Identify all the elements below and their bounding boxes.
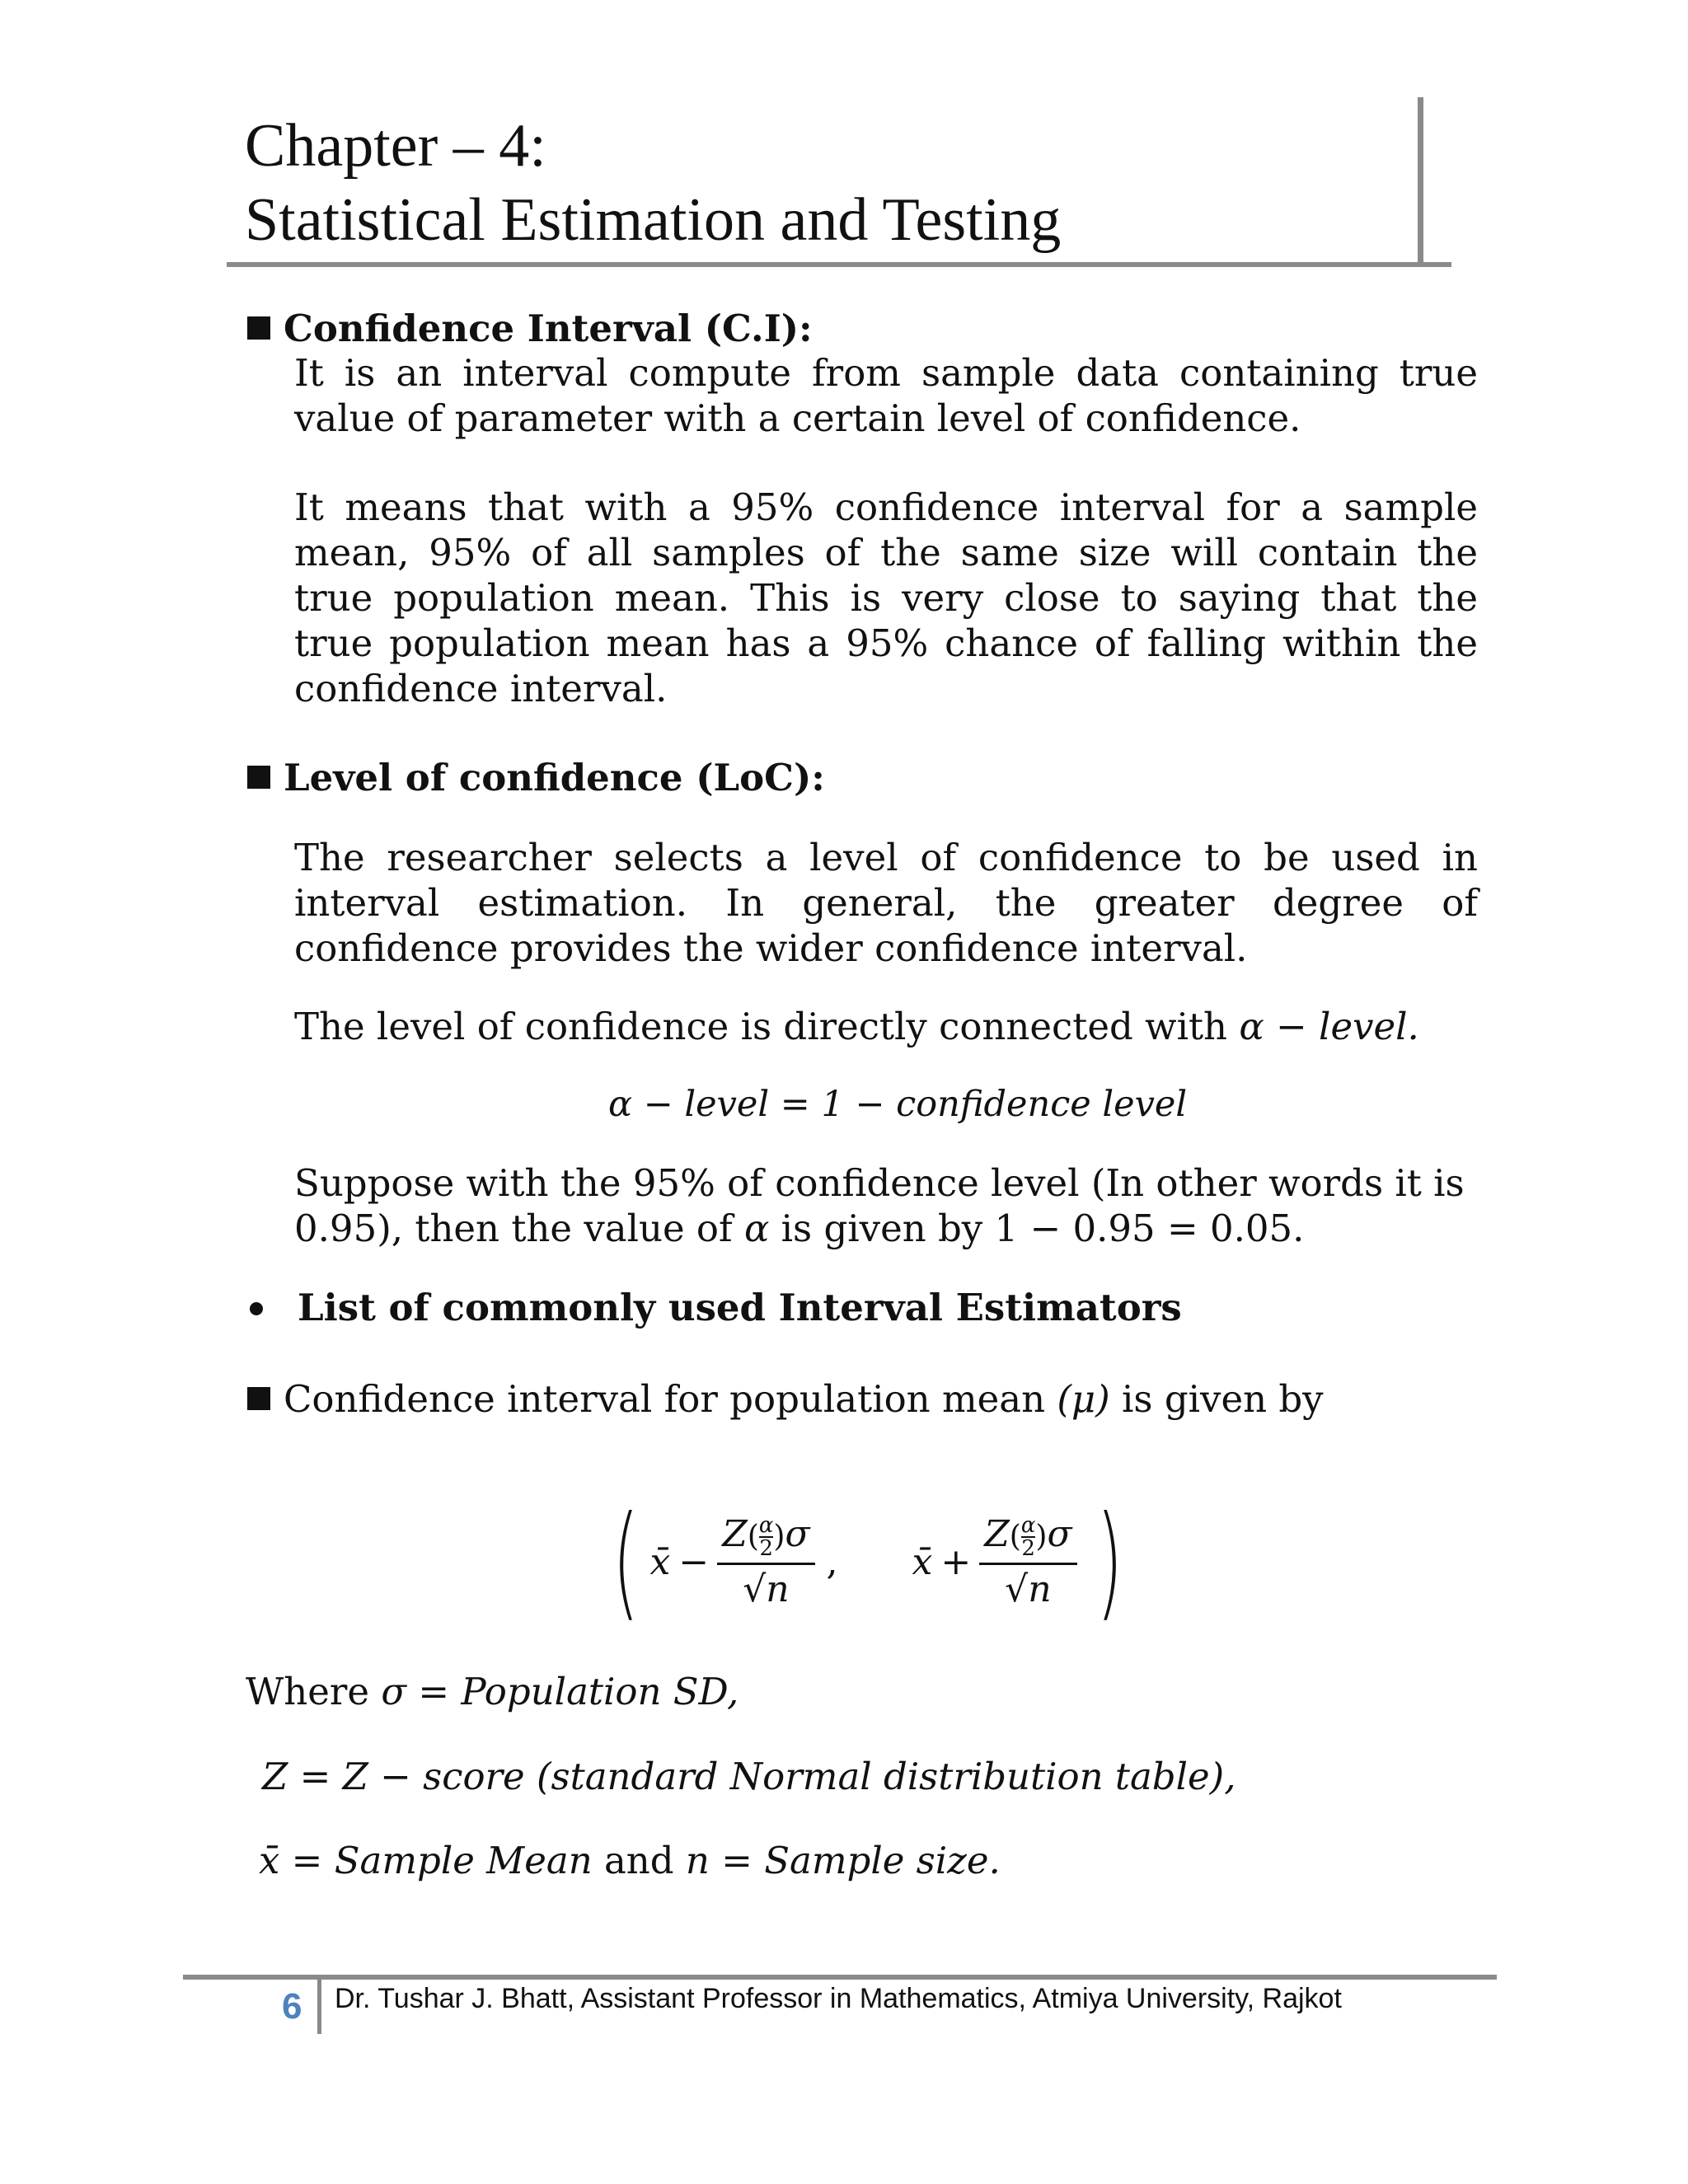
- footer-rule: [183, 1975, 1497, 1980]
- lower-bound-fraction: [717, 1513, 814, 1610]
- alpha-symbol: α: [758, 1512, 774, 1538]
- alpha-over-two: [758, 1512, 774, 1561]
- ci-definition: It is an interval compute from sample data containing true value of parameter with a certain level of confidence.: [294, 351, 1478, 440]
- where-line-3: [259, 1838, 1001, 1883]
- where-line-1: [246, 1669, 738, 1714]
- xbar-definition: x̄ = Sample Mean: [259, 1839, 593, 1882]
- loc-alpha-line: [294, 1004, 1419, 1049]
- ci-heading-row: [247, 307, 813, 350]
- z-definition: Z = Z − score (standard Normal distribution table),: [262, 1755, 1236, 1798]
- ci-meaning: It means that with a 95% confidence interval for a sample mean, 95% of all samples of the same size will contain the true population mean. This is very close to saying that the true population mean has a 95% chance of falling within the confidence interval.: [294, 485, 1478, 710]
- paren-open: (: [747, 1520, 759, 1554]
- alpha-level-math: α − level.: [1239, 1005, 1419, 1048]
- footer-vertical-rule: [317, 1976, 321, 2034]
- footer-author: Dr. Tushar J. Bhatt, Assistant Professor in Mathematics, Atmiya University, Rajkot: [335, 1983, 1342, 2014]
- mean-ci-tail: is given by: [1109, 1377, 1324, 1421]
- xbar-symbol: x̄: [649, 1540, 671, 1583]
- z-symbol: Z: [722, 1513, 748, 1556]
- alpha-over-two: [1020, 1512, 1036, 1561]
- paren-close: ): [1035, 1520, 1048, 1554]
- n-definition: n = Sample size.: [685, 1839, 1001, 1882]
- mean-ci-text: Confidence interval for population mean: [284, 1377, 1057, 1421]
- paren-open: (: [1009, 1520, 1021, 1554]
- plus-sign: +: [940, 1540, 972, 1583]
- left-paren: (: [612, 1490, 640, 1633]
- header-vertical-rule: [1418, 97, 1423, 266]
- z-symbol: Z: [984, 1513, 1010, 1556]
- alpha-symbol: α: [1020, 1512, 1036, 1538]
- loc-paragraph: The researcher selects a level of confidence to be used in interval estimation. In general, the greater degree of confidence provides the wider confidence interval.: [294, 836, 1478, 970]
- mu-symbol: (μ): [1057, 1377, 1110, 1421]
- sqrt-n: √n: [979, 1563, 1076, 1610]
- alpha-calculation: 1 − 0.95 = 0.05.: [994, 1207, 1305, 1250]
- ci-formula: [602, 1488, 1137, 1636]
- sigma-definition: σ = Population SD,: [381, 1670, 739, 1713]
- chapter-title: Statistical Estimation and Testing: [245, 186, 1062, 254]
- minus-sign: −: [678, 1540, 710, 1583]
- square-bullet-icon: [247, 1387, 270, 1410]
- square-bullet-icon: [247, 316, 270, 340]
- sqrt-n: √n: [717, 1563, 814, 1610]
- loc-example-text-2: is given by: [769, 1207, 995, 1250]
- loc-example-line-1: Suppose with the 95% of confidence level (In other words it is: [294, 1161, 1465, 1205]
- xbar-symbol: x̄: [912, 1540, 933, 1583]
- where-text: Where: [246, 1670, 382, 1713]
- sigma-symbol: σ: [1047, 1513, 1072, 1556]
- bullet-dot-icon: [250, 1302, 263, 1315]
- alpha-symbol: α: [743, 1207, 770, 1250]
- comma: ,: [826, 1540, 838, 1583]
- alpha-level-formula: α − level = 1 − confidence level: [608, 1084, 1188, 1125]
- loc-alpha-text: The level of confidence is directly connected with: [294, 1005, 1240, 1048]
- two-digit: 2: [759, 1535, 773, 1561]
- loc-heading-row: [247, 756, 825, 799]
- mean-ci-row: [247, 1376, 1324, 1422]
- upper-bound-fraction: [979, 1513, 1076, 1610]
- page-number: 6: [282, 1986, 302, 2027]
- chapter-number: Chapter – 4:: [245, 112, 546, 180]
- loc-example-text: 0.95), then the value of: [294, 1207, 744, 1250]
- paren-close: ): [773, 1520, 785, 1554]
- two-digit: 2: [1021, 1535, 1035, 1561]
- and-text: and: [592, 1839, 686, 1882]
- square-bullet-icon: [247, 766, 270, 789]
- loc-example-line-2: [294, 1206, 1304, 1251]
- sigma-symbol: σ: [785, 1513, 810, 1556]
- loc-heading: Level of confidence (LoC):: [284, 756, 825, 799]
- estimators-heading-row: [250, 1286, 1182, 1329]
- right-paren: ): [1095, 1490, 1123, 1633]
- header-rule: [227, 262, 1451, 267]
- ci-heading: Confidence Interval (C.I):: [284, 307, 813, 350]
- estimators-heading: List of commonly used Interval Estimators: [298, 1286, 1182, 1329]
